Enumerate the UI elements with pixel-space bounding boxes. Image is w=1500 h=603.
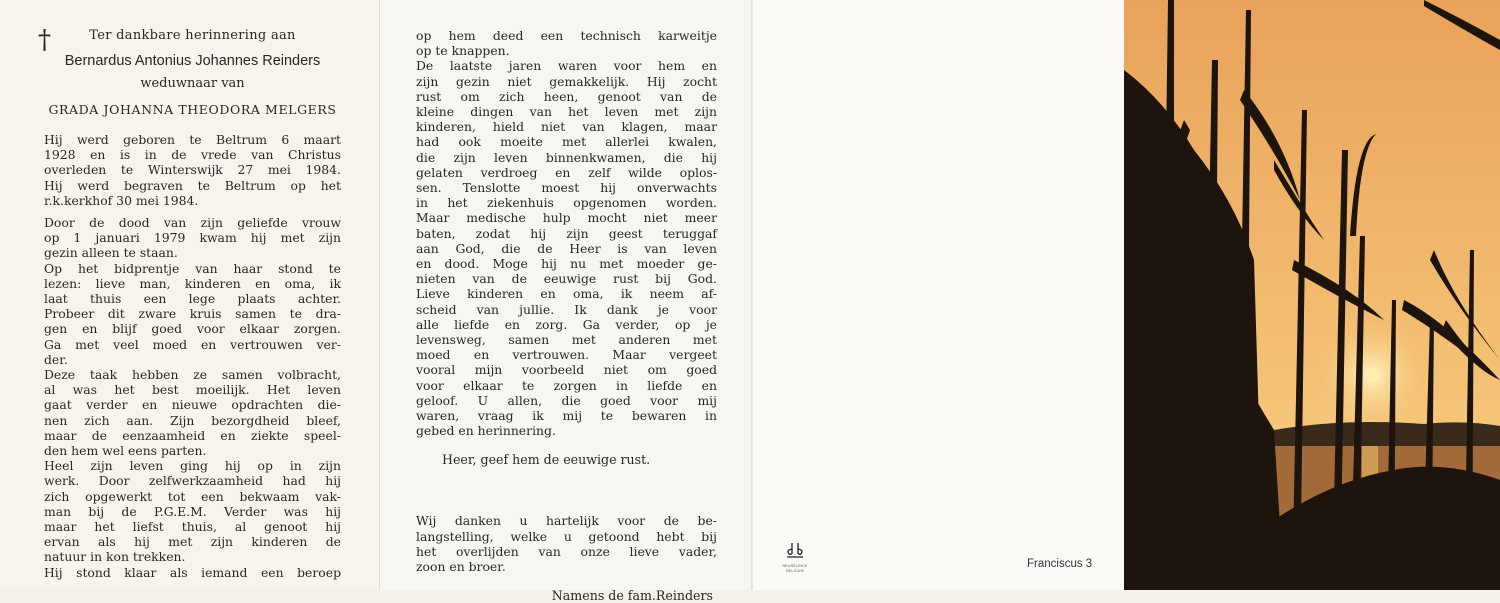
- text-line: baten, zodat hij zijn geest teruggaf: [416, 225, 717, 241]
- text-line: geloof. U allen, die goed voor mij: [416, 392, 717, 408]
- text-line: sen. Tenslotte moest hij onverwachts: [416, 180, 717, 196]
- text-line: gelaten verdroeg en zelf wilde oplos-: [416, 164, 717, 180]
- text-line: kinderen, hield niet van klagen, maar: [416, 119, 717, 135]
- far-shore: [1274, 422, 1500, 446]
- text-line: Hij stond klaar als iemand een beroep: [44, 564, 341, 580]
- text-line: en dood. Moge hij nu met moeder ge-: [416, 256, 717, 272]
- text-line: r.k.kerkhof 30 mei 1984.: [44, 192, 199, 208]
- text-line: langstelling, welke u getoond hebt bij: [416, 528, 717, 544]
- photo-image: [1124, 0, 1500, 590]
- text-line: had ook moeite met allerlei kwalen,: [416, 134, 717, 150]
- cross-icon: †: [38, 25, 52, 55]
- text-line: zoon en broer.: [416, 559, 506, 575]
- text-line: Deze taak hebben ze samen volbracht,: [44, 367, 341, 383]
- text-line: in het ziekenhuis opgenomen worden.: [416, 195, 717, 211]
- text-line: 1928 en is in de vrede van Christus: [44, 147, 341, 163]
- text-line: op 1 januari 1979 kwam hij met zijn: [44, 230, 341, 246]
- text-line: waren, vraag ik mij te bewaren in: [416, 408, 717, 424]
- text-line: Door de dood van zijn geliefde vrouw: [44, 215, 341, 231]
- text-line: gebed en herinnering.: [416, 423, 556, 439]
- text-line: kleine dingen van het leven met zijn: [416, 104, 717, 120]
- text-line: op hem deed een technisch karweitje: [416, 28, 717, 43]
- text-line: Maar medische hulp mocht niet meer: [416, 210, 717, 226]
- spouse-name: GRADA JOHANNA THEODORA MELGERS: [48, 102, 337, 117]
- continuation-paragraph: [416, 28, 717, 438]
- text-line: nen zich aan. Zijn bezorgdheid bleef,: [44, 412, 341, 428]
- text-line: zich opgewerkt tot een bekwaam vak-: [44, 488, 341, 504]
- text-line: gen en blijf goed voor elkaar zorgen.: [44, 321, 341, 337]
- text-line: Probeer dit zware kruis samen te dra-: [44, 306, 341, 322]
- text-line: rust om zich heen, genoot van de: [416, 88, 717, 104]
- deceased-name: Bernardus Antonius Johannes Reinders: [64, 53, 321, 69]
- logo-text-line1: REUSELINCK: [782, 564, 808, 568]
- text-line: alle liefde en zorg. Ga verder, op je: [416, 316, 717, 332]
- text-line: Op het bidprentje van haar stond te: [44, 260, 341, 276]
- text-line: maar de eenzaamheid en ziekte speel-: [44, 427, 341, 443]
- publisher-logo: [775, 542, 815, 573]
- text-line: levensweg, samen met anderen met: [416, 332, 717, 348]
- intro-text: Ter dankbare herinnering aan: [89, 28, 296, 43]
- text-line: Lieve kinderen en oma, ik neem af-: [416, 286, 717, 302]
- text-line: overleden te Winterswijk 27 mei 1984.: [44, 162, 341, 178]
- text-line: De laatste jaren waren voor hem en: [416, 58, 717, 74]
- text-line: Ga met veel moed en vertrouwen ver-: [44, 336, 341, 352]
- text-line: al was het best moeilijk. Het leven: [44, 382, 341, 398]
- text-line: lezen: lieve man, kinderen en oma, ik: [44, 275, 341, 291]
- life-story-paragraph: [44, 215, 341, 580]
- intro-heading: [38, 25, 341, 55]
- text-line: vooral mijn voorbeeld niet om goed: [416, 362, 717, 378]
- text-line: gaat verder en nieuwe opdrachten die-: [44, 397, 341, 413]
- text-line: nieten van de eeuwige rust bij God.: [416, 271, 717, 287]
- text-line: laat thuis een lege plaats achter.: [44, 291, 341, 307]
- thanks-paragraph: [416, 513, 717, 574]
- text-line: ervan als hij met zijn kinderen de: [44, 534, 341, 550]
- text-line: maar het liefst thuis, al genoot hij: [44, 519, 341, 535]
- widower-label: weduwnaar van: [140, 76, 245, 91]
- text-line: werk. Door zelfwerkzaamheid had hij: [44, 473, 341, 489]
- sunset-reeds-photo: [1124, 0, 1500, 590]
- text-line: Hij werd begraven te Beltrum op het: [44, 177, 341, 193]
- family-signature: Namens de fam.Reinders: [551, 588, 713, 603]
- middle-text-panel: [380, 0, 752, 603]
- left-text-panel: [0, 0, 380, 590]
- text-line: zijn gezin niet gemakkelijk. Hij zocht: [416, 73, 717, 89]
- text-line: Wij danken u hartelijk voor de be-: [416, 513, 717, 529]
- text-line: moed en vertrouwen. Maar vergeet: [416, 347, 717, 363]
- text-line: het overlijden van onze lieve vader,: [416, 543, 717, 559]
- logo-text-line2: BELGIUM: [786, 568, 804, 573]
- text-line: voor elkaar te zorgen in liefde en: [416, 377, 717, 393]
- publisher-mark-icon: [785, 542, 805, 560]
- card-series-label: Franciscus 3: [1027, 558, 1093, 570]
- prayer-line: Heer, geef hem de eeuwige rust.: [442, 452, 651, 468]
- text-line: den hem wel eens parten.: [44, 443, 207, 459]
- text-line: Hij werd geboren te Beltrum 6 maart: [44, 132, 341, 147]
- text-line: man bij de P.G.E.M. Verder was hij: [44, 503, 341, 519]
- text-line: gezin alleen te staan.: [44, 245, 178, 261]
- text-line: die zijn leven binnenkwamen, die hij: [416, 149, 717, 165]
- birth-death-paragraph: [44, 132, 341, 208]
- sun: [1365, 368, 1379, 382]
- text-line: der.: [44, 351, 68, 367]
- text-line: scheid van jullie. Ik dank je voor: [416, 301, 717, 317]
- text-line: natuur in kon trekken.: [44, 549, 186, 565]
- card-back-panel: [752, 0, 1124, 590]
- text-line: op te knappen.: [416, 43, 510, 59]
- text-line: Heel zijn leven ging hij op in zijn: [44, 458, 341, 474]
- text-line: aan God, die de Heer is van leven: [416, 240, 717, 256]
